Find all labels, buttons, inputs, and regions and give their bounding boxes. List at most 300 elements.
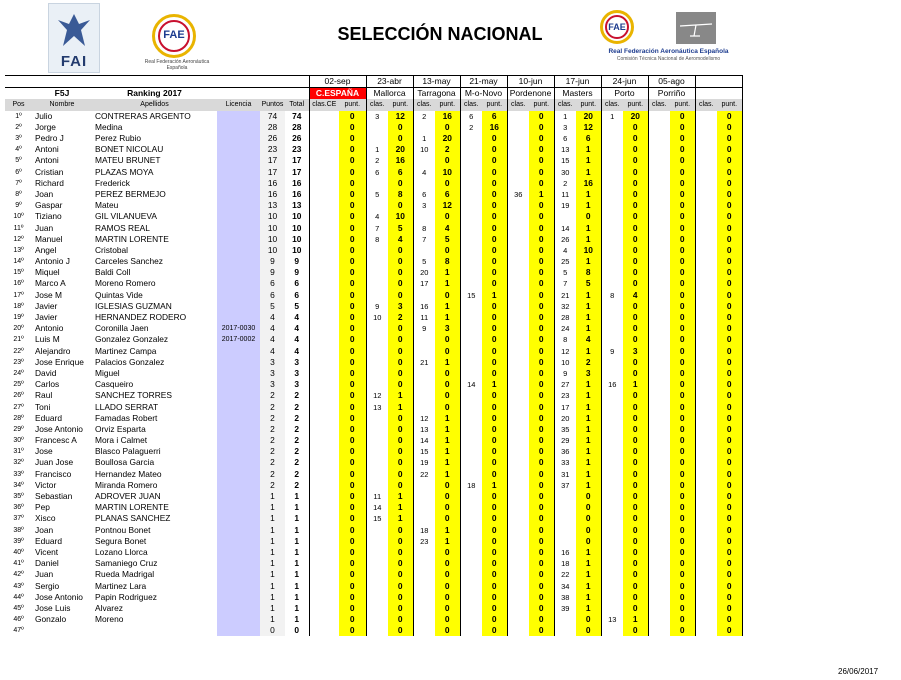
nombre-cell: Jose Enrique <box>35 356 84 367</box>
puntos-cell: 4 <box>260 334 285 345</box>
punt-cell: 0 <box>482 189 507 200</box>
licencia-cell <box>217 245 260 256</box>
licencia-cell <box>217 502 260 513</box>
punt-cell: 0 <box>388 580 413 591</box>
apellidos-cell: Miguel <box>95 367 120 378</box>
fai-logo-text: FAI <box>60 53 88 70</box>
punt-cell: 0 <box>482 547 507 558</box>
clas-cell <box>309 625 339 636</box>
clas-cell <box>507 558 529 569</box>
punt-cell: 0 <box>482 491 507 502</box>
punt-cell: 0 <box>623 278 648 289</box>
clas-cell <box>413 122 435 133</box>
clas-cell: 38 <box>554 592 576 603</box>
punt-cell: 1 <box>576 603 601 614</box>
table-row <box>5 301 742 312</box>
table-row <box>5 290 742 301</box>
punt-cell: 20 <box>576 111 601 122</box>
clas-cell <box>648 256 670 267</box>
nombre-cell: Marco A <box>35 278 66 289</box>
table-row <box>5 278 742 289</box>
punt-cell: 0 <box>435 379 460 390</box>
puntos-cell: 2 <box>260 424 285 435</box>
event-date: 02-sep <box>309 76 366 88</box>
apellidos-cell: MATEU BRUNET <box>95 155 161 166</box>
punt-cell: 0 <box>717 536 742 547</box>
punt-cell: 0 <box>623 525 648 536</box>
pos-cell: 33º <box>13 470 24 478</box>
punt-cell: 0 <box>717 155 742 166</box>
punt-cell: 0 <box>529 525 554 536</box>
clas-cell: 31 <box>554 469 576 480</box>
event-date: 13-may <box>413 76 460 88</box>
apellidos-cell: Coronilla Jaen <box>95 323 149 334</box>
punt-cell: 0 <box>435 480 460 491</box>
puntos-cell: 9 <box>260 267 285 278</box>
nombre-cell: Francisco <box>35 468 72 479</box>
puntos-cell: 1 <box>260 558 285 569</box>
total-cell: 3 <box>294 367 300 378</box>
apellidos-cell: Miranda Romero <box>95 479 158 490</box>
apellidos-cell: Hernandez Mateo <box>95 468 162 479</box>
clas-cell <box>309 290 339 301</box>
rfae-logo-line2: Comisión Técnica Nacional de Aeromodelismo <box>616 56 721 62</box>
clas-cell <box>601 536 623 547</box>
licencia-cell <box>217 580 260 591</box>
clas-cell <box>554 491 576 502</box>
clas-cell: 16 <box>554 547 576 558</box>
punt-cell: 0 <box>529 401 554 412</box>
clas-cell: 5 <box>554 267 576 278</box>
licencia-cell <box>217 357 260 368</box>
clas-cell: 2 <box>366 155 388 166</box>
clas-cell: 10 <box>413 144 435 155</box>
clas-cell: 23 <box>554 390 576 401</box>
pos-cell: 20º <box>13 325 24 333</box>
clas-cell <box>507 301 529 312</box>
clas-cell: 3 <box>366 111 388 122</box>
clas-cell: 8 <box>366 234 388 245</box>
clas-cell <box>309 513 339 524</box>
punt-cell: 1 <box>435 525 460 536</box>
pos-cell: 31º <box>13 448 24 456</box>
total-cell: 10 <box>292 211 302 222</box>
nombre-cell: Daniel <box>35 558 59 569</box>
punt-cell: 0 <box>482 234 507 245</box>
punt-cell: 0 <box>482 200 507 211</box>
clas-cell: 16 <box>601 379 623 390</box>
punt-cell: 0 <box>482 390 507 401</box>
pos-cell: 5º <box>15 157 22 165</box>
clas-cell <box>601 368 623 379</box>
punt-cell: 0 <box>529 290 554 301</box>
puntos-cell: 10 <box>260 222 285 233</box>
punt-cell: 1 <box>435 357 460 368</box>
nombre-cell: Alejandro <box>35 345 71 356</box>
clas-cell: 16 <box>413 301 435 312</box>
clas-cell: 33 <box>554 457 576 468</box>
punt-cell: 0 <box>339 189 366 200</box>
clas-cell <box>366 625 388 636</box>
puntos-cell: 23 <box>260 144 285 155</box>
punt-cell: 0 <box>529 155 554 166</box>
punt-cell: 0 <box>388 290 413 301</box>
punt-cell: 0 <box>670 334 695 345</box>
clas-cell <box>695 625 717 636</box>
punt-cell: 0 <box>717 513 742 524</box>
apellidos-cell: Martinez Campa <box>95 345 157 356</box>
punt-cell: 0 <box>623 513 648 524</box>
punt-cell: 0 <box>388 357 413 368</box>
clas-cell <box>648 614 670 625</box>
licencia-cell <box>217 413 260 424</box>
clas-cell: 9 <box>413 323 435 334</box>
table-row <box>5 111 742 122</box>
clas-cell <box>648 245 670 256</box>
licencia-cell <box>217 469 260 480</box>
clas-cell <box>507 614 529 625</box>
punt-cell: 0 <box>529 334 554 345</box>
punt-cell: 10 <box>435 167 460 178</box>
punt-cell: 0 <box>339 155 366 166</box>
punt-cell: 1 <box>576 446 601 457</box>
clas-cell <box>601 424 623 435</box>
punt-cell: 6 <box>482 111 507 122</box>
nombre-cell: Javier <box>35 300 58 311</box>
header-punt: punt. <box>529 99 554 110</box>
clas-cell <box>554 614 576 625</box>
punt-cell: 5 <box>435 234 460 245</box>
punt-cell: 0 <box>435 603 460 614</box>
clas-cell: 9 <box>366 301 388 312</box>
puntos-cell: 10 <box>260 211 285 222</box>
punt-cell: 1 <box>576 290 601 301</box>
total-cell: 1 <box>294 558 300 569</box>
punt-cell: 0 <box>717 211 742 222</box>
clas-cell <box>460 525 482 536</box>
punt-cell: 2 <box>576 357 601 368</box>
punt-cell: 0 <box>529 625 554 636</box>
clas-cell <box>309 178 339 189</box>
total-cell: 23 <box>292 144 302 155</box>
clas-cell <box>460 222 482 233</box>
total-cell: 2 <box>294 435 300 446</box>
total-cell: 2 <box>294 390 300 401</box>
clas-cell <box>309 234 339 245</box>
puntos-cell: 2 <box>260 480 285 491</box>
clas-cell <box>554 502 576 513</box>
nombre-cell: Angel <box>35 244 57 255</box>
clas-cell <box>601 390 623 401</box>
licencia-cell <box>217 547 260 558</box>
table-row <box>5 491 742 502</box>
punt-cell: 0 <box>339 424 366 435</box>
clas-cell <box>601 435 623 446</box>
punt-cell: 0 <box>529 278 554 289</box>
clas-cell <box>507 513 529 524</box>
punt-cell: 0 <box>482 592 507 603</box>
clas-cell <box>695 155 717 166</box>
table-row <box>5 368 742 379</box>
clas-cell <box>601 413 623 424</box>
clas-cell: 23 <box>413 536 435 547</box>
punt-cell: 0 <box>388 200 413 211</box>
punt-cell: 0 <box>623 256 648 267</box>
pos-cell: 16º <box>13 280 24 288</box>
clas-cell <box>413 390 435 401</box>
punt-cell: 0 <box>339 513 366 524</box>
table-row <box>5 133 742 144</box>
clas-cell <box>366 536 388 547</box>
clas-cell <box>413 592 435 603</box>
clas-cell <box>507 413 529 424</box>
punt-cell: 0 <box>670 234 695 245</box>
punt-cell: 0 <box>482 301 507 312</box>
clas-cell <box>309 200 339 211</box>
clas-cell <box>695 189 717 200</box>
table-row <box>5 502 742 513</box>
punt-cell: 1 <box>576 155 601 166</box>
clas-cell: 8 <box>413 222 435 233</box>
punt-cell: 0 <box>339 603 366 614</box>
ranking-table <box>5 75 743 636</box>
apellidos-cell: Quintas Vide <box>95 289 143 300</box>
clas-cell <box>309 133 339 144</box>
clas-cell <box>460 625 482 636</box>
clas-cell <box>366 346 388 357</box>
clas-cell: 15 <box>366 513 388 524</box>
clas-cell <box>507 346 529 357</box>
event-name: Tarragona <box>413 88 460 100</box>
clas-cell <box>309 189 339 200</box>
clas-cell <box>695 122 717 133</box>
clas-cell <box>648 435 670 446</box>
punt-cell: 1 <box>576 592 601 603</box>
clas-cell <box>507 122 529 133</box>
clas-cell <box>695 211 717 222</box>
clas-cell <box>460 144 482 155</box>
table-row <box>5 323 742 334</box>
licencia-cell: 2017-0030 <box>217 323 260 334</box>
clas-cell <box>648 346 670 357</box>
pos-cell: 39º <box>13 537 24 545</box>
punt-cell: 1 <box>435 435 460 446</box>
clas-cell: 17 <box>413 278 435 289</box>
punt-cell: 0 <box>623 167 648 178</box>
clas-cell <box>507 592 529 603</box>
punt-cell: 0 <box>435 625 460 636</box>
punt-cell: 0 <box>482 178 507 189</box>
punt-cell: 0 <box>623 592 648 603</box>
pos-cell: 37º <box>13 515 24 523</box>
licencia-cell <box>217 200 260 211</box>
clas-cell <box>648 547 670 558</box>
punt-cell: 0 <box>670 167 695 178</box>
puntos-cell: 1 <box>260 536 285 547</box>
licencia-cell: 2017-0002 <box>217 334 260 345</box>
total-cell: 3 <box>294 379 300 390</box>
rfae-logo <box>596 10 741 66</box>
blank-cell <box>32 76 92 88</box>
clas-cell <box>601 401 623 412</box>
punt-cell: 0 <box>623 580 648 591</box>
clas-cell <box>695 334 717 345</box>
footer-date: 26/06/2017 <box>838 667 879 676</box>
punt-cell: 0 <box>339 122 366 133</box>
apellidos-cell: ADROVER JUAN <box>95 491 161 502</box>
punt-cell: 1 <box>435 424 460 435</box>
clas-cell <box>366 525 388 536</box>
puntos-cell: 4 <box>260 323 285 334</box>
punt-cell: 0 <box>388 536 413 547</box>
clas-cell: 15 <box>554 155 576 166</box>
punt-cell: 0 <box>623 222 648 233</box>
punt-cell: 0 <box>670 424 695 435</box>
punt-cell: 0 <box>435 334 460 345</box>
clas-cell: 12 <box>554 346 576 357</box>
licencia-cell <box>217 290 260 301</box>
clas-cell <box>601 547 623 558</box>
licencia-cell <box>217 614 260 625</box>
clas-cell <box>695 256 717 267</box>
clas-cell <box>460 569 482 580</box>
clas-cell: 20 <box>413 267 435 278</box>
punt-cell: 0 <box>339 625 366 636</box>
clas-cell: 30 <box>554 167 576 178</box>
clas-cell <box>695 435 717 446</box>
clas-cell <box>601 178 623 189</box>
punt-cell: 0 <box>529 346 554 357</box>
licencia-cell <box>217 346 260 357</box>
clas-cell <box>601 569 623 580</box>
punt-cell: 0 <box>529 133 554 144</box>
event-name: Porriño <box>648 88 695 100</box>
clas-cell <box>601 256 623 267</box>
licencia-cell <box>217 278 260 289</box>
clas-cell: 11 <box>554 189 576 200</box>
punt-cell: 0 <box>529 357 554 368</box>
pos-cell: 3º <box>15 135 22 143</box>
apellidos-cell: Orviz Esparta <box>95 423 146 434</box>
pos-cell: 19º <box>13 314 24 322</box>
punt-cell: 0 <box>623 413 648 424</box>
clas-cell: 19 <box>413 457 435 468</box>
punt-cell: 0 <box>529 413 554 424</box>
puntos-cell: 6 <box>260 278 285 289</box>
clas-cell <box>507 625 529 636</box>
header-nombre: Nombre <box>32 99 92 110</box>
nombre-cell: Pep <box>35 502 50 513</box>
punt-cell: 0 <box>388 346 413 357</box>
punt-cell: 0 <box>482 413 507 424</box>
licencia-cell <box>217 435 260 446</box>
clas-cell <box>648 379 670 390</box>
licencia-cell <box>217 390 260 401</box>
clas-cell <box>366 178 388 189</box>
clas-cell: 8 <box>554 334 576 345</box>
punt-cell: 0 <box>670 189 695 200</box>
clas-cell: 9 <box>554 368 576 379</box>
clas-cell: 36 <box>554 446 576 457</box>
punt-cell: 1 <box>435 536 460 547</box>
punt-cell: 0 <box>435 245 460 256</box>
punt-cell: 0 <box>576 625 601 636</box>
apellidos-cell: Moreno Romero <box>95 278 156 289</box>
clas-cell <box>413 346 435 357</box>
punt-cell: 0 <box>529 614 554 625</box>
punt-cell: 0 <box>670 491 695 502</box>
clas-cell: 8 <box>601 290 623 301</box>
apellidos-cell: Lozano Llorca <box>95 546 148 557</box>
punt-cell: 0 <box>388 435 413 446</box>
clas-cell <box>413 379 435 390</box>
table-row <box>5 413 742 424</box>
puntos-cell: 1 <box>260 580 285 591</box>
nombre-cell: Vicent <box>35 546 59 557</box>
puntos-cell: 17 <box>260 155 285 166</box>
apellidos-cell: Palacios Gonzalez <box>95 356 165 367</box>
pos-cell: 6º <box>15 168 22 176</box>
pos-cell: 38º <box>13 526 24 534</box>
punt-cell: 0 <box>623 357 648 368</box>
event-date-row <box>5 76 742 88</box>
punt-cell: 0 <box>339 502 366 513</box>
clas-cell <box>460 167 482 178</box>
apellidos-cell: PEREZ BERMEJO <box>95 188 166 199</box>
clas-cell <box>648 536 670 547</box>
pos-cell: 15º <box>13 269 24 277</box>
clas-cell <box>309 603 339 614</box>
clas-cell <box>648 390 670 401</box>
punt-cell: 0 <box>623 457 648 468</box>
clas-cell <box>413 155 435 166</box>
header-punt: punt. <box>435 99 460 110</box>
event-name: Masters <box>554 88 601 100</box>
punt-cell: 12 <box>435 200 460 211</box>
clas-cell <box>695 222 717 233</box>
nombre-cell: Juan <box>35 569 54 580</box>
total-cell: 28 <box>292 121 302 132</box>
clas-cell <box>309 245 339 256</box>
pos-cell: 10º <box>13 213 24 221</box>
punt-cell: 0 <box>388 178 413 189</box>
punt-cell: 0 <box>670 368 695 379</box>
punt-cell: 0 <box>529 111 554 122</box>
total-cell: 4 <box>294 345 300 356</box>
page-title: SELECCIÓN NACIONAL <box>337 24 543 44</box>
clas-cell <box>648 413 670 424</box>
punt-cell: 0 <box>435 614 460 625</box>
punt-cell: 0 <box>388 469 413 480</box>
clas-cell <box>366 592 388 603</box>
punt-cell: 1 <box>482 379 507 390</box>
clas-cell <box>695 547 717 558</box>
header-clas: clas. <box>695 99 717 110</box>
clas-cell: 12 <box>413 413 435 424</box>
punt-cell: 1 <box>576 401 601 412</box>
punt-cell: 0 <box>435 211 460 222</box>
clas-cell <box>601 502 623 513</box>
clas-cell <box>309 536 339 547</box>
clas-cell <box>648 558 670 569</box>
pos-cell: 4º <box>15 146 22 154</box>
nombre-cell: Toni <box>35 401 51 412</box>
clas-cell <box>460 457 482 468</box>
clas-cell: 5 <box>366 189 388 200</box>
punt-cell: 0 <box>717 357 742 368</box>
punt-cell: 0 <box>435 155 460 166</box>
clas-cell <box>366 435 388 446</box>
